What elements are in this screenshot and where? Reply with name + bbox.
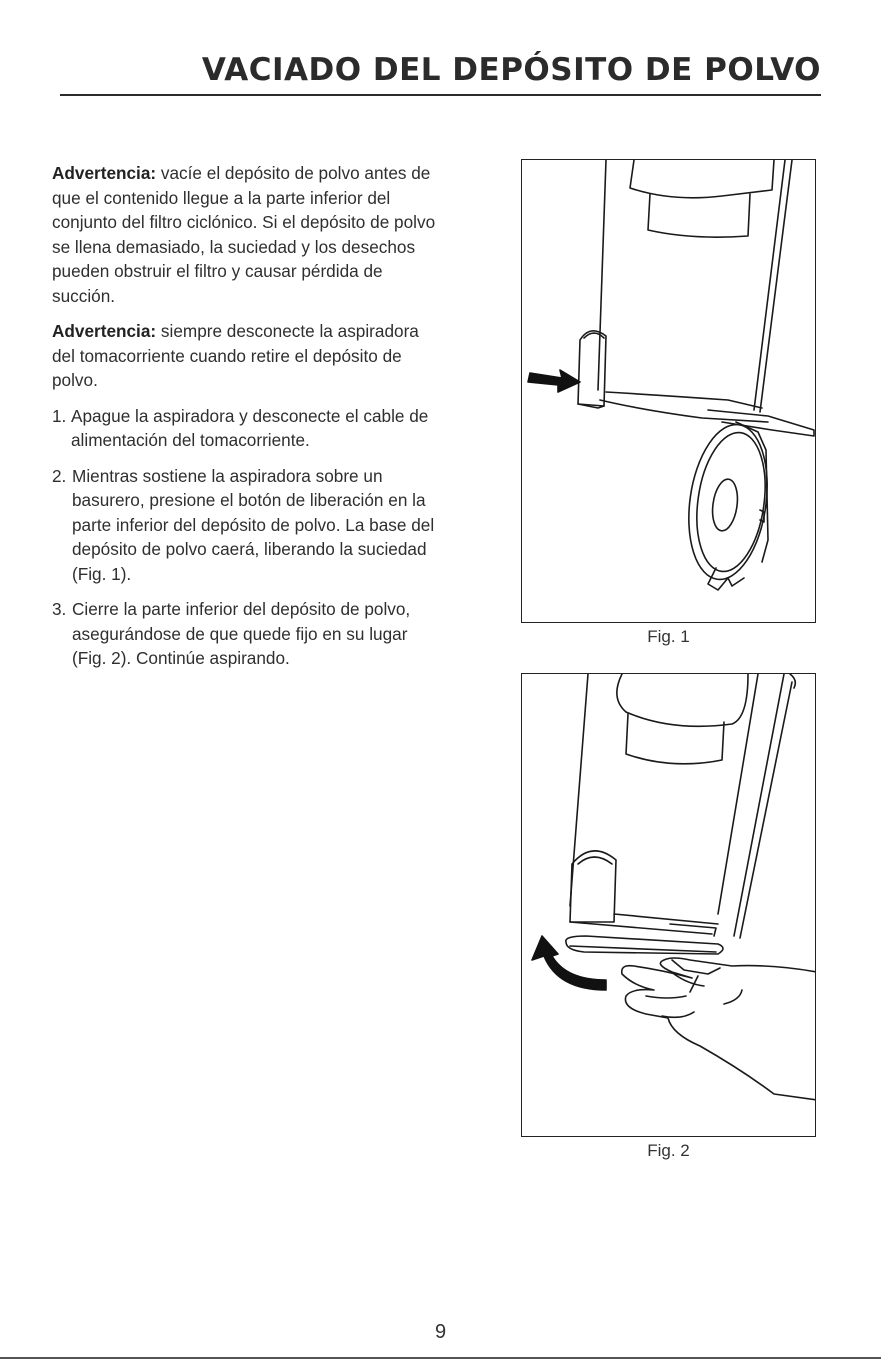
step-item-2 bbox=[52, 464, 442, 587]
warning-label: Advertencia: bbox=[52, 163, 157, 183]
step-item-1 bbox=[52, 404, 442, 453]
nozzle-shape bbox=[617, 674, 748, 726]
bottom-edge-line bbox=[0, 1357, 881, 1359]
page-number: 9 bbox=[434, 1321, 447, 1343]
step-number: 2. bbox=[52, 465, 67, 486]
title-divider bbox=[60, 94, 821, 96]
warning-label: Advertencia: bbox=[52, 321, 157, 341]
warning-paragraph-2 bbox=[52, 319, 442, 393]
figure-2-caption: Fig. 2 bbox=[647, 1141, 690, 1160]
curved-arrow-icon bbox=[532, 936, 606, 990]
release-button-shape bbox=[578, 331, 606, 406]
step-text: Mientras sostiene la aspiradora sobre un basurero, presione el botón de liberación en la parte inferior del depósito de polvo. La base del depósito de polvo caerá, liberando la suciedad (Fig. 1). bbox=[72, 465, 435, 584]
figure-1-illustration bbox=[521, 159, 816, 623]
nozzle-shape bbox=[630, 160, 774, 198]
step-number: 3. bbox=[52, 599, 67, 619]
warning-text: siempre desconecte la aspiradora del tomacorriente cuando retire el depósito de polvo. bbox=[52, 321, 419, 390]
step-item-3 bbox=[52, 597, 442, 671]
figure-1-caption: Fig. 1 bbox=[647, 627, 690, 646]
page-title: VACIADO DEL DEPÓSITO DE POLVO bbox=[201, 52, 821, 88]
dust-bin-body-outline bbox=[570, 674, 588, 906]
figure-2-illustration bbox=[521, 673, 816, 1137]
warning-paragraph-1 bbox=[52, 161, 442, 308]
instructions-column bbox=[52, 161, 442, 682]
arrow-icon bbox=[528, 370, 580, 392]
step-text: Cierre la parte inferior del depósito de polvo, asegurándose de que quede fijo en su lugar (Fig. 2). Continúe aspirando. bbox=[72, 599, 411, 668]
step-number: 1. bbox=[52, 405, 67, 426]
warning-text: vacíe el depósito de polvo antes de que el contenido llegue a la parte inferior del conjunto del filtro ciclónico. Si el depósito de polvo se llena demasiado, la suciedad y los desechos pueden obstruir el filtro y causar pérdida de succión. bbox=[52, 163, 436, 306]
steps-list bbox=[52, 404, 442, 671]
hand-shape bbox=[622, 958, 816, 1100]
step-text: Apague la aspiradora y desconecte el cable de alimentación del tomacorriente. bbox=[71, 405, 429, 450]
